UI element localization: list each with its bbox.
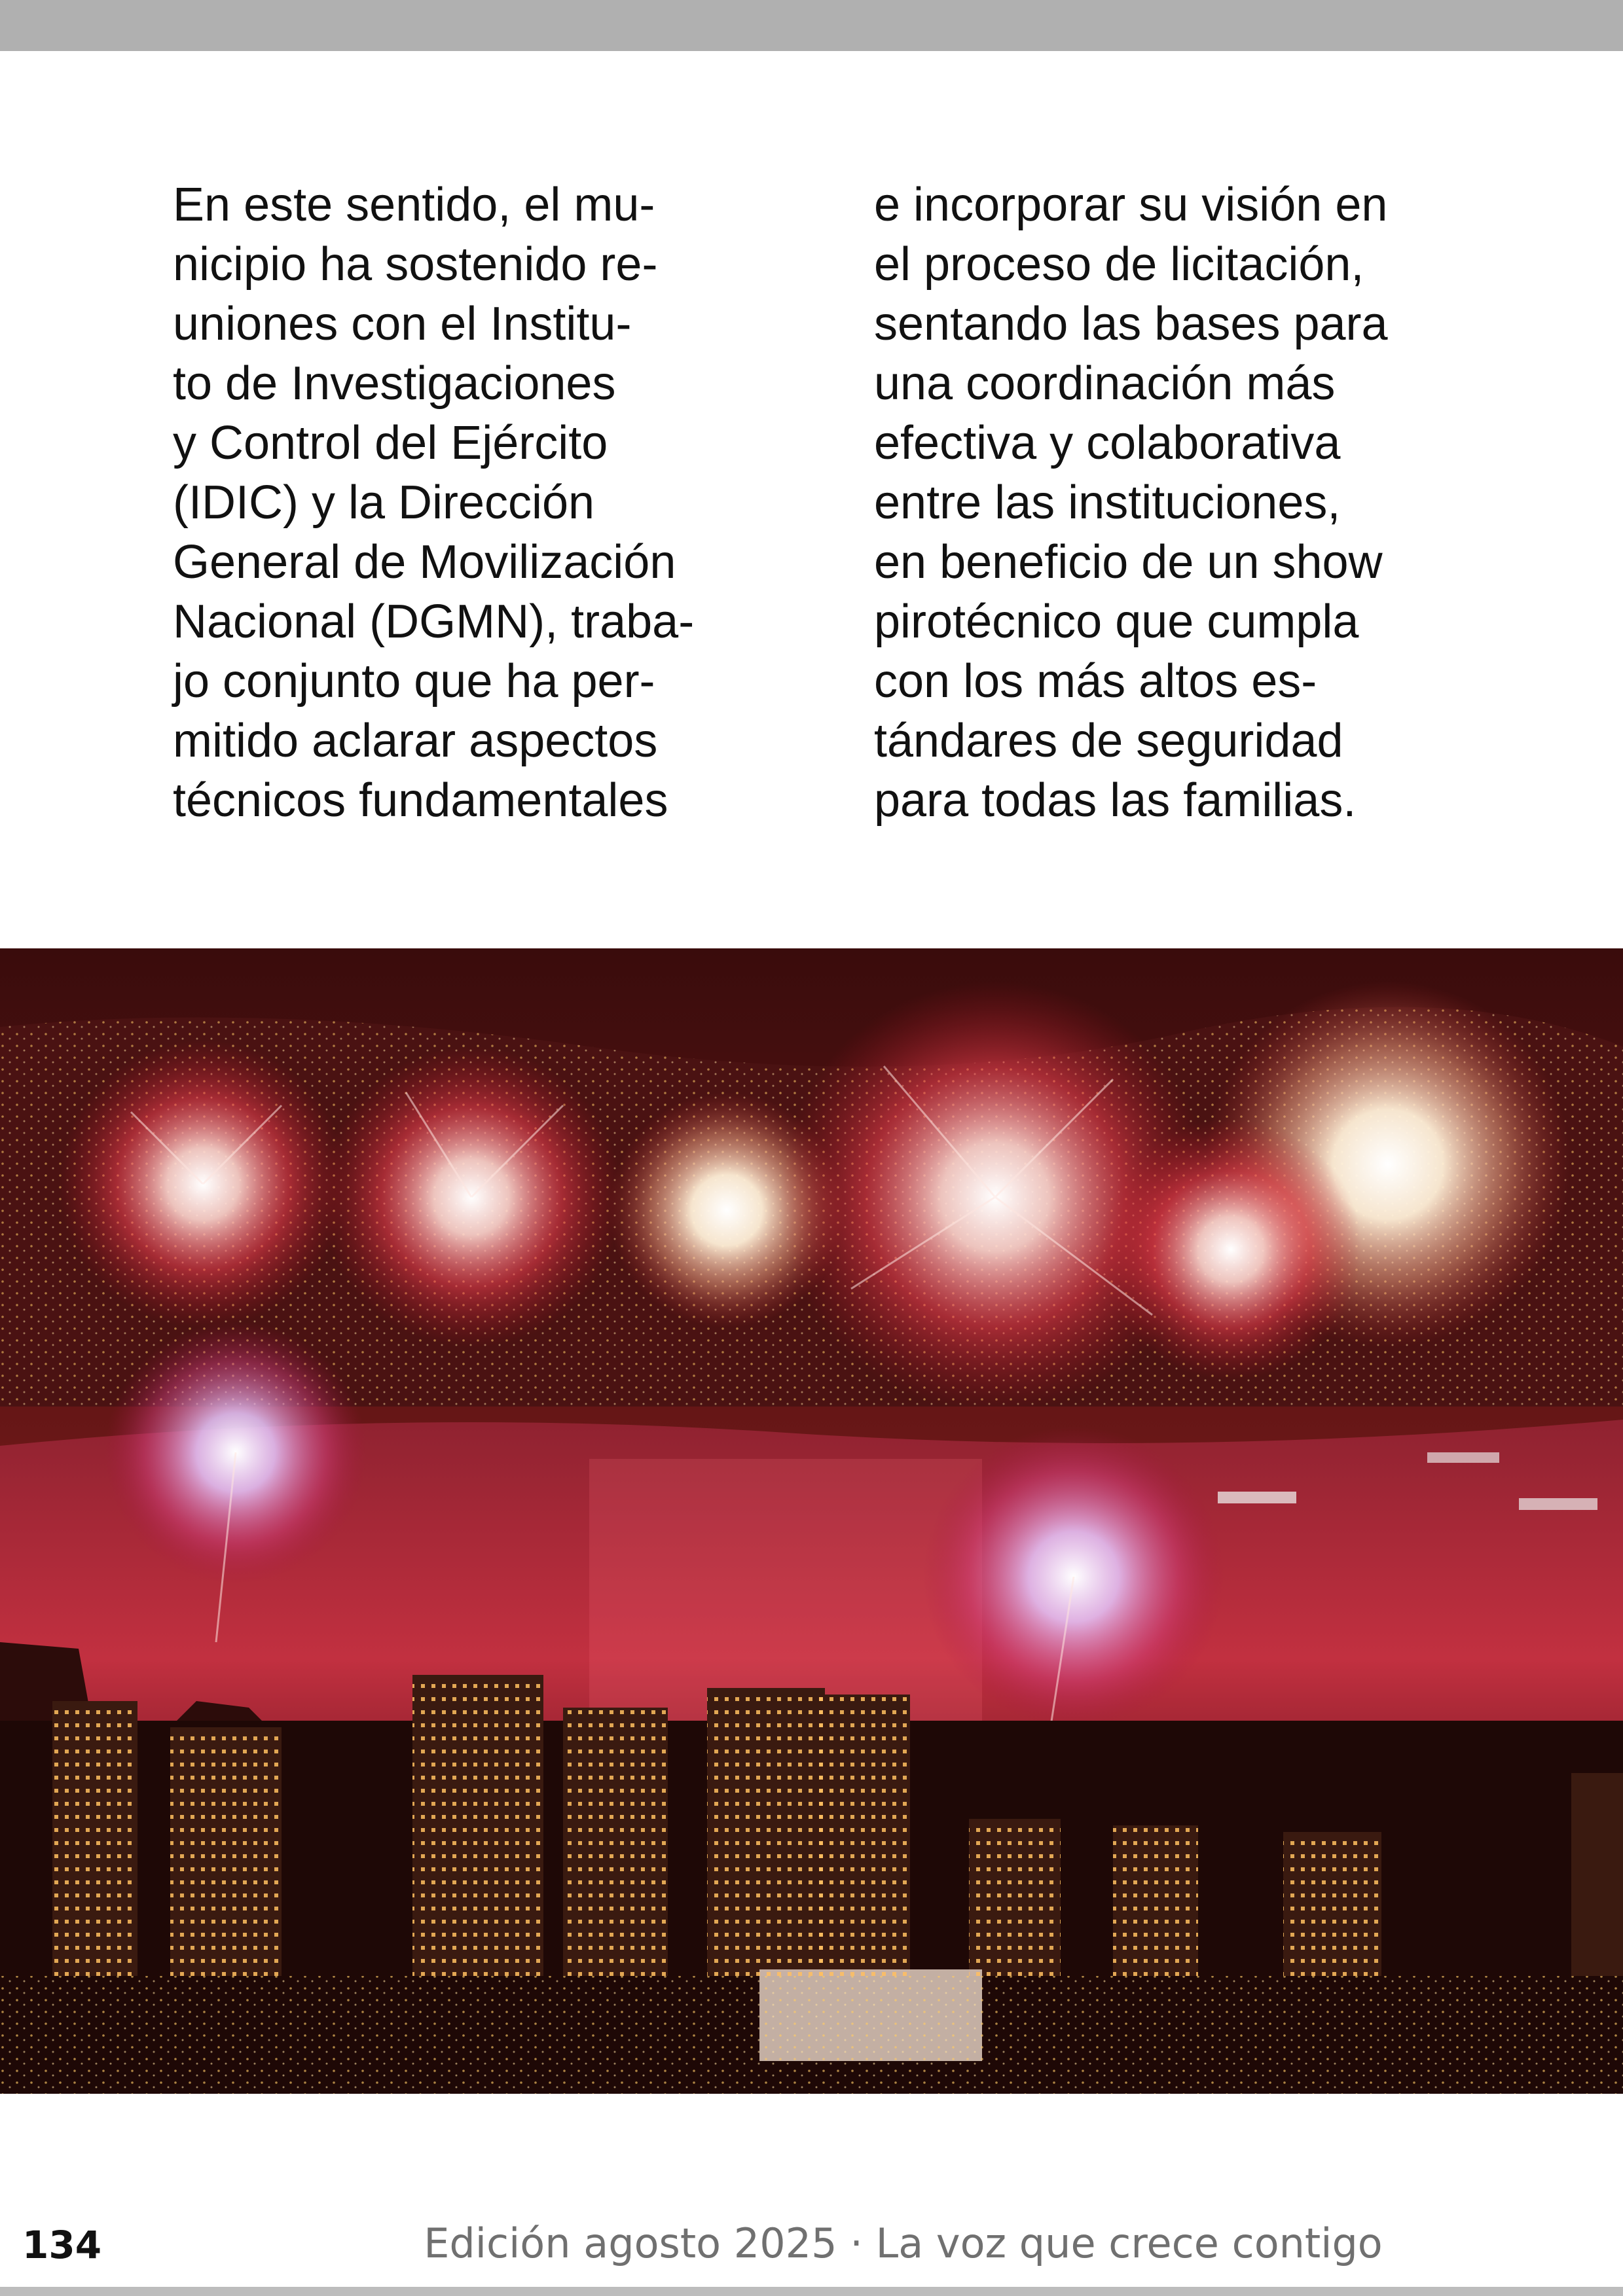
top-bar [0,0,1623,51]
text-line: con los más altos es- [874,655,1317,708]
fireworks-illustration [0,948,1623,2094]
text-line: entre las instituciones, [874,476,1341,529]
footer-edition-text: Edición agosto 2025 · La voz que crece contigo [424,2219,1383,2267]
text-line: el proceso de licitación, [874,238,1364,291]
text-column-right [874,175,1463,831]
text-line: mitido aclarar aspectos [173,715,658,767]
text-line: to de Investigaciones [173,357,616,410]
text-line: e incorporar su visión en [874,179,1388,231]
text-line: General de Movilización [173,536,676,588]
text-line: pirotécnico que cumpla [874,596,1359,648]
text-line: jo conjunto que ha per- [173,655,655,708]
text-line: nicipio ha sostenido re- [173,238,658,291]
text-line: una coordinación más [874,357,1336,410]
text-line: en beneficio de un show [874,536,1383,588]
text-line: para todas las familias. [874,774,1357,827]
text-line: En este sentido, el mu- [173,179,655,231]
text-line: (IDIC) y la Dirección [173,476,595,529]
text-line: uniones con el Institu- [173,298,632,350]
text-column-left [173,175,762,831]
text-line: efectiva y colaborativa [874,417,1341,469]
text-line: sentando las bases para [874,298,1388,350]
text-line: tándares de seguridad [874,715,1343,767]
text-line: técnicos fundamentales [173,774,668,827]
bottom-bar [0,2287,1623,2296]
text-line: Nacional (DGMN), traba- [173,596,695,648]
page-number: 134 [22,2223,102,2267]
text-line: y Control del Ejército [173,417,608,469]
footer-edition [0,2219,1623,2267]
fireworks-photo [0,948,1623,2094]
